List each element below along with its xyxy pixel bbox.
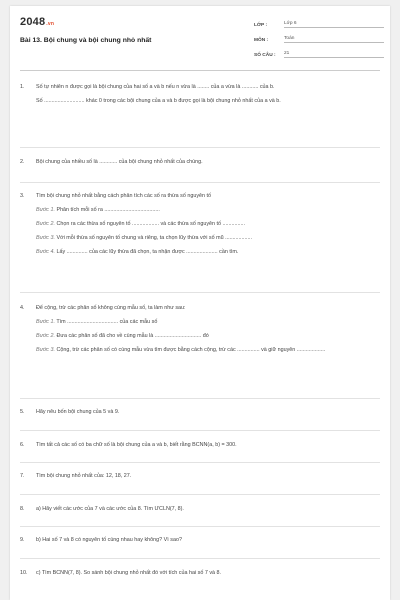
question-text: a) Hãy viết các ước của 7 và các ước của 8. Tìm ƯCLN(7, 8). bbox=[36, 506, 184, 512]
meta-row-subject bbox=[254, 30, 384, 43]
question-8 bbox=[20, 505, 380, 514]
step-text: Đưa các phân số đã cho về cùng mẫu là ............................... đó bbox=[56, 333, 209, 339]
step-text: Với mỗi thừa số nguyên tố chung và riêng, ta chọn lũy thừa với số mũ .................. bbox=[56, 235, 253, 241]
question-7 bbox=[20, 472, 380, 481]
question-number: 6. bbox=[20, 442, 25, 448]
worksheet bbox=[10, 6, 390, 600]
question-step bbox=[36, 206, 380, 215]
step-text: Phân tích mỗi số ra ..................................... bbox=[56, 207, 160, 213]
meta-row-class bbox=[254, 15, 384, 28]
step-label: Bước 2. bbox=[36, 333, 55, 339]
logo-text: 2048 bbox=[20, 16, 46, 28]
question-text: Bội chung của nhiều số là ............ của bội chung nhỏ nhất của chúng. bbox=[36, 159, 203, 165]
step-label: Bước 3. bbox=[36, 347, 55, 353]
question-step bbox=[36, 220, 380, 229]
meta-value: 21 bbox=[284, 51, 384, 58]
question-step bbox=[36, 318, 380, 327]
step-label: Bước 1. bbox=[36, 207, 55, 213]
meta-label: SỐ CÂU : bbox=[254, 53, 276, 58]
question-5 bbox=[20, 408, 380, 417]
question-2 bbox=[20, 158, 380, 167]
step-label: Bước 4. bbox=[36, 249, 55, 255]
question-text: Tìm tất cả các số có ba chữ số là bội chung của a và b, biết rằng BCNN(a, b) = 300. bbox=[36, 442, 237, 448]
question-text: Tìm bội chung nhỏ nhất bằng cách phân tích các số ra thừa số nguyên tố bbox=[36, 193, 212, 199]
separator bbox=[20, 430, 380, 431]
question-text: Để cộng, trừ các phân số không cùng mẫu số, ta làm như sau: bbox=[36, 305, 186, 311]
question-text: c) Tìm BCNN(7, 8). So sánh bội chung nhỏ nhất đó với tích của hai số 7 và 8. bbox=[36, 570, 222, 576]
step-text: Lấy .............. của các lũy thừa đã chọn, ta nhận được ..................... cần tìm. bbox=[56, 249, 239, 255]
meta-value: Toán bbox=[284, 36, 384, 43]
separator bbox=[20, 558, 380, 559]
question-3 bbox=[20, 192, 380, 257]
page-title: Bài 13. Bội chung và bội chung nhỏ nhất bbox=[20, 37, 152, 44]
question-number: 1. bbox=[20, 84, 25, 90]
separator bbox=[20, 462, 380, 463]
header-divider bbox=[20, 70, 380, 71]
question-step bbox=[36, 234, 380, 243]
meta-panel bbox=[254, 15, 384, 60]
meta-row-count bbox=[254, 45, 384, 58]
logo-suffix: .vn bbox=[46, 21, 55, 27]
question-number: 9. bbox=[20, 537, 25, 543]
question-subtext: Số ........................... khác 0 trong các bội chung của a và b được gọi là bội chung nhỏ nhất của a và b. bbox=[36, 98, 281, 104]
question-text: Số tự nhiên n được gọi là bội chung của hai số a và b nếu n vừa là ........ của a vừa là ........... của b. bbox=[36, 84, 275, 90]
meta-value: Lớp 6 bbox=[284, 21, 384, 28]
separator bbox=[20, 398, 380, 399]
question-4 bbox=[20, 304, 380, 355]
separator bbox=[20, 182, 380, 183]
question-6 bbox=[20, 441, 380, 450]
question-number: 5. bbox=[20, 409, 25, 415]
question-number: 8. bbox=[20, 506, 25, 512]
question-number: 2. bbox=[20, 159, 25, 165]
question-number: 7. bbox=[20, 473, 25, 479]
question-1 bbox=[20, 83, 380, 106]
question-step bbox=[36, 346, 380, 355]
step-label: Bước 2. bbox=[36, 221, 55, 227]
question-text: Tìm bội chung nhỏ nhất của: 12, 18, 27. bbox=[36, 473, 132, 479]
meta-label: MÔN : bbox=[254, 38, 269, 43]
separator bbox=[20, 147, 380, 148]
separator bbox=[20, 526, 380, 527]
separator bbox=[20, 292, 380, 293]
question-text: Hãy nêu bốn bội chung của 5 và 9. bbox=[36, 409, 120, 415]
question-number: 3. bbox=[20, 193, 25, 199]
question-step bbox=[36, 248, 380, 257]
question-10 bbox=[20, 569, 380, 578]
step-text: Chọn ra các thừa số nguyên tố .................. và các thừa số nguyên tố ............... bbox=[56, 221, 245, 227]
step-label: Bước 1. bbox=[36, 319, 55, 325]
question-number: 4. bbox=[20, 305, 25, 311]
step-text: Cộng, trừ các phân số có cùng mẫu vừa tìm được bằng cách cộng, trừ các ............... và giữ nguyên ................... bbox=[56, 347, 326, 353]
question-step bbox=[36, 332, 380, 341]
step-label: Bước 3. bbox=[36, 235, 55, 241]
question-9 bbox=[20, 536, 380, 545]
site-logo[interactable] bbox=[20, 16, 54, 28]
step-text: Tìm .................................. của các mẫu số bbox=[56, 319, 158, 325]
question-number: 10. bbox=[20, 570, 28, 576]
separator bbox=[20, 494, 380, 495]
meta-label: LỚP : bbox=[254, 23, 268, 28]
question-text: b) Hai số 7 và 8 có nguyên tố cùng nhau hay không? Vì sao? bbox=[36, 537, 182, 543]
